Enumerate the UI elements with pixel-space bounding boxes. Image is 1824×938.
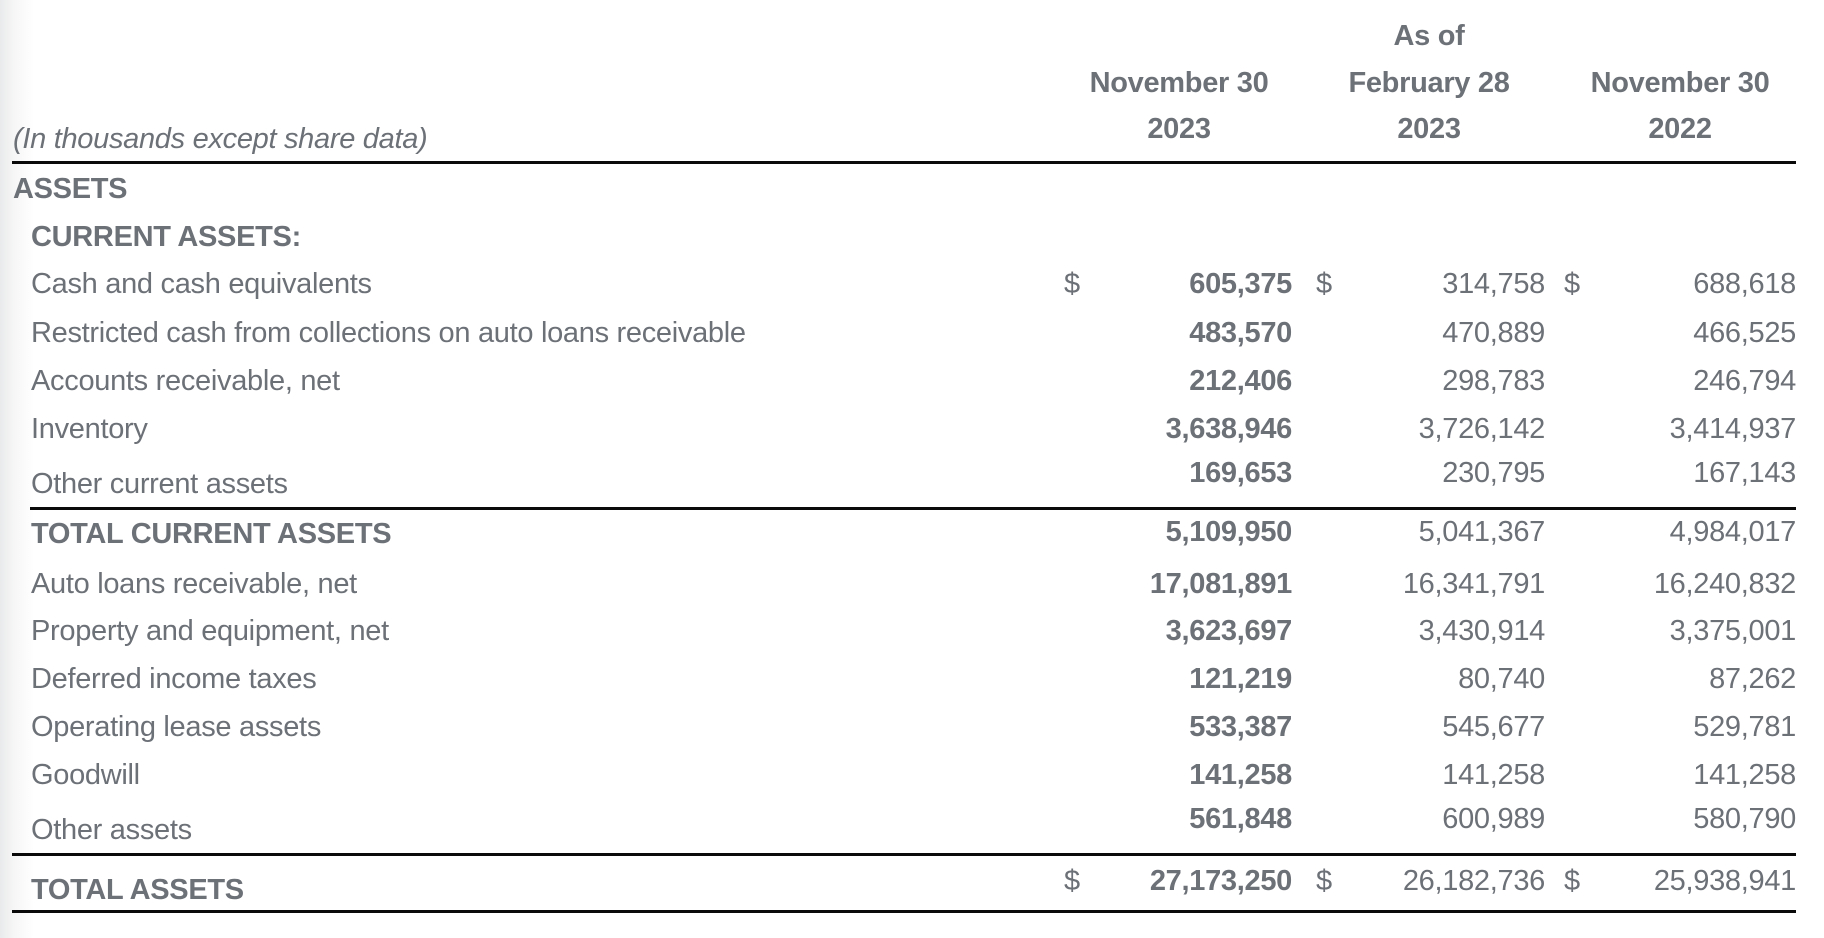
value-total-assets-col1: 27,173,250 xyxy=(1149,865,1292,897)
value-total-current-assets-col2: 5,041,367 xyxy=(1418,516,1545,548)
value-property-equipment-col1: 3,623,697 xyxy=(1165,615,1292,647)
value-accounts-receivable-col3: 246,794 xyxy=(1693,365,1796,397)
dollar-sign: $ xyxy=(1064,865,1081,897)
value-deferred-income-taxes-col2: 80,740 xyxy=(1458,663,1545,695)
units-caption: (In thousands except share data) xyxy=(13,123,428,155)
value-deferred-income-taxes-col1: 121,219 xyxy=(1189,663,1292,695)
row-label-restricted-cash: Restricted cash from collections on auto loans receivable xyxy=(31,317,746,349)
value-other-assets-col3: 580,790 xyxy=(1693,803,1796,835)
value-accounts-receivable-col2: 298,783 xyxy=(1442,365,1545,397)
section-heading-current-assets: CURRENT ASSETS: xyxy=(31,221,301,253)
header-rule xyxy=(12,161,1796,164)
value-other-assets-col2: 600,989 xyxy=(1442,803,1545,835)
column-header-year-3: 2022 xyxy=(1648,113,1712,145)
row-label-property-equipment: Property and equipment, net xyxy=(31,615,389,647)
dollar-sign: $ xyxy=(1564,268,1581,300)
row-label-goodwill: Goodwill xyxy=(31,759,140,791)
row-label-accounts-receivable: Accounts receivable, net xyxy=(31,365,340,397)
value-goodwill-col2: 141,258 xyxy=(1442,759,1545,791)
row-label-deferred-income-taxes: Deferred income taxes xyxy=(31,663,317,695)
value-other-current-assets-col1: 169,653 xyxy=(1189,457,1292,489)
value-accounts-receivable-col1: 212,406 xyxy=(1189,365,1292,397)
row-label-inventory: Inventory xyxy=(31,413,148,445)
column-header-date-2: February 28 xyxy=(1348,67,1510,99)
value-cash-col3: 688,618 xyxy=(1693,268,1796,300)
value-goodwill-col3: 141,258 xyxy=(1693,759,1796,791)
value-other-current-assets-col2: 230,795 xyxy=(1442,457,1545,489)
value-inventory-col1: 3,638,946 xyxy=(1165,413,1292,445)
value-other-assets-col1: 561,848 xyxy=(1189,803,1292,835)
value-inventory-col3: 3,414,937 xyxy=(1669,413,1796,445)
value-inventory-col2: 3,726,142 xyxy=(1418,413,1545,445)
value-cash-col1: 605,375 xyxy=(1189,268,1292,300)
value-property-equipment-col3: 3,375,001 xyxy=(1669,615,1796,647)
value-property-equipment-col2: 3,430,914 xyxy=(1418,615,1545,647)
total-bottom-rule xyxy=(12,910,1796,913)
value-auto-loans-receivable-col1: 17,081,891 xyxy=(1149,568,1292,600)
header-group-label: As of xyxy=(1393,20,1465,52)
value-restricted-cash-col1: 483,570 xyxy=(1189,317,1292,349)
value-total-assets-col2: 26,182,736 xyxy=(1402,865,1545,897)
dollar-sign: $ xyxy=(1064,268,1081,300)
dollar-sign: $ xyxy=(1316,865,1333,897)
column-header-year-1: 2023 xyxy=(1147,113,1211,145)
value-operating-lease-assets-col3: 529,781 xyxy=(1693,711,1796,743)
value-cash-col2: 314,758 xyxy=(1442,268,1545,300)
column-header-date-1: November 30 xyxy=(1089,67,1269,99)
row-label-other-assets: Other assets xyxy=(31,814,192,846)
subtotal-rule xyxy=(30,507,1796,510)
value-restricted-cash-col2: 470,889 xyxy=(1442,317,1545,349)
value-other-current-assets-col3: 167,143 xyxy=(1693,457,1796,489)
value-total-current-assets-col1: 5,109,950 xyxy=(1165,516,1292,548)
value-total-current-assets-col3: 4,984,017 xyxy=(1669,516,1796,548)
row-label-other-current-assets: Other current assets xyxy=(31,468,288,500)
value-goodwill-col1: 141,258 xyxy=(1189,759,1292,791)
value-auto-loans-receivable-col2: 16,341,791 xyxy=(1402,568,1545,600)
row-label-total-assets: TOTAL ASSETS xyxy=(31,874,244,906)
value-auto-loans-receivable-col3: 16,240,832 xyxy=(1653,568,1796,600)
value-total-assets-col3: 25,938,941 xyxy=(1653,865,1796,897)
row-label-total-current-assets: TOTAL CURRENT ASSETS xyxy=(31,518,392,550)
column-header-year-2: 2023 xyxy=(1397,113,1461,145)
value-deferred-income-taxes-col3: 87,262 xyxy=(1709,663,1796,695)
section-heading-assets: ASSETS xyxy=(13,173,128,205)
total-top-rule xyxy=(12,853,1796,856)
value-operating-lease-assets-col1: 533,387 xyxy=(1189,711,1292,743)
dollar-sign: $ xyxy=(1316,268,1333,300)
dollar-sign: $ xyxy=(1564,865,1581,897)
value-operating-lease-assets-col2: 545,677 xyxy=(1442,711,1545,743)
column-header-date-3: November 30 xyxy=(1590,67,1770,99)
row-label-auto-loans-receivable: Auto loans receivable, net xyxy=(31,568,357,600)
value-restricted-cash-col3: 466,525 xyxy=(1693,317,1796,349)
row-label-cash: Cash and cash equivalents xyxy=(31,268,372,300)
row-label-operating-lease-assets: Operating lease assets xyxy=(31,711,322,743)
